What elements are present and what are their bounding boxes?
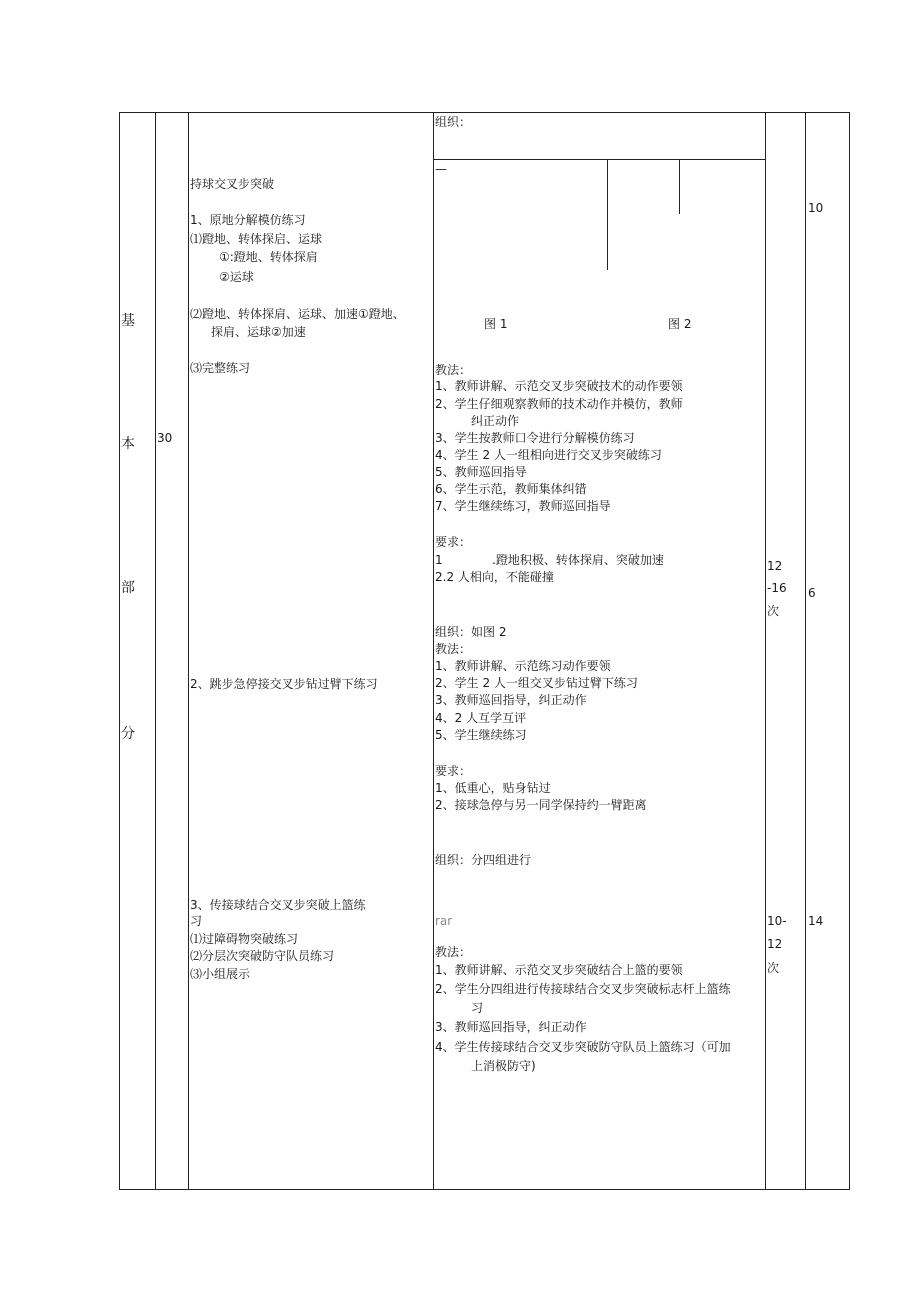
method-item: 5、教师巡回指导 (435, 465, 527, 479)
duration-value: 10 (808, 201, 824, 215)
method-item: 3、教师巡回指导，纠正动作 (435, 693, 587, 707)
diagram-line (433, 159, 765, 160)
method-item: 2、学生仔细观察教师的技术动作并模仿，教师 (435, 397, 683, 411)
duration-value: 6 (808, 586, 816, 600)
method-label: 教法： (435, 642, 472, 656)
duration-value: 14 (808, 914, 824, 928)
content-item: 习 (190, 914, 203, 928)
content-item: ⑴过障碍物突破练习 (190, 932, 299, 946)
col-divider-3 (433, 112, 434, 1190)
table-left-border (119, 112, 120, 1190)
org-label: 组织： (435, 115, 472, 129)
method-item: 1、教师讲解、示范交叉步突破结合上篮的要领 (435, 963, 683, 977)
method-item: 4、学生 2 人一组相向进行交叉步突破练习 (435, 448, 662, 462)
times-value: -16 (767, 581, 787, 595)
diagram-line (607, 159, 608, 270)
col-divider-2 (188, 112, 189, 1190)
method-item: 4、2 人互学互评 (435, 711, 527, 725)
method-item: 3、教师巡回指导，纠正动作 (435, 1020, 587, 1034)
times-value: 12 (767, 559, 783, 573)
content-item: 1、原地分解模仿练习 (190, 213, 306, 227)
content-item: ⑶完整练习 (190, 361, 251, 375)
method-item: 2、学生分四组进行传接球结合交叉步突破标志杆上篮练 (435, 982, 731, 996)
requirement-item: 2.2 人相向，不能碰撞 (435, 570, 554, 584)
method-item: 3、学生按教师口令进行分解模仿练习 (435, 431, 635, 445)
content-item: ⑴蹬地、转体探启、运球 (190, 232, 323, 246)
col-divider-4 (765, 112, 766, 1190)
figure-label: 图 1 (484, 317, 508, 331)
method-label: 教法： (435, 363, 472, 377)
content-item: ⑵分层次突破防守队员练习 (190, 949, 335, 963)
diagram-dash: — (435, 162, 447, 176)
times-value: 12 (767, 937, 783, 951)
content-item: 3、传接球结合交叉步突破上篮练 (190, 898, 366, 912)
times-value: 10- (767, 914, 787, 928)
requirement-item: .蹬地积极、转体探肩、突破加速 (492, 553, 664, 567)
section-label-char: 本 (121, 436, 135, 452)
method-label: 教法： (435, 945, 472, 959)
section-label-char: 基 (121, 313, 135, 329)
table-right-border (849, 112, 850, 1190)
col-divider-1 (155, 112, 156, 1190)
col-divider-5 (805, 112, 806, 1190)
content-item: ⑶小组展示 (190, 967, 251, 981)
content-item: ②运球 (219, 270, 254, 284)
requirement-item: 2、接球急停与另一同学保持约一臂距离 (435, 798, 647, 812)
content-item: 探肩、运球②加速 (211, 325, 306, 339)
requirement-label: 要求： (435, 764, 472, 778)
org-label: 组织：如图 2 (435, 625, 507, 639)
requirement-number: 1 (435, 553, 443, 567)
content-item: ⑵蹬地、转体探肩、运球、加速①蹬地、 (190, 307, 405, 321)
section-label-char: 分 (121, 726, 135, 742)
method-item: 上消极防守) (471, 1059, 536, 1073)
table-bottom-border (119, 1189, 850, 1190)
image-placeholder-text: rar (435, 914, 453, 928)
table-top-border (119, 112, 850, 113)
content-title: 持球交叉步突破 (190, 177, 275, 191)
org-label: 组织：分四组进行 (435, 853, 532, 867)
method-item: 纠正动作 (471, 414, 520, 428)
method-item: 1、教师讲解、示范交叉步突破技术的动作要领 (435, 379, 683, 393)
method-item: 5、学生继续练习 (435, 728, 527, 742)
method-item: 4、学生传接球结合交叉步突破防守队员上篮练习（可加 (435, 1040, 731, 1054)
times-value: 次 (767, 961, 780, 975)
method-item: 1、教师讲解、示范练习动作要领 (435, 659, 611, 673)
diagram-line (679, 159, 680, 214)
content-item: 2、跳步急停接交叉步钻过臂下练习 (190, 677, 378, 691)
method-item: 习 (471, 1001, 484, 1015)
minutes-value: 30 (157, 431, 173, 445)
requirement-item: 1、低重心，贴身钻过 (435, 781, 551, 795)
method-item: 6、学生示范，教师集体纠错 (435, 482, 587, 496)
figure-label: 图 2 (668, 317, 692, 331)
requirement-label: 要求： (435, 535, 472, 549)
method-item: 7、学生继续练习，教师巡回指导 (435, 499, 611, 513)
content-item: ①:蹬地、转体探肩 (219, 250, 318, 264)
method-item: 2、学生 2 人一组交叉步钻过臂下练习 (435, 676, 638, 690)
times-value: 次 (767, 604, 780, 618)
section-label-char: 部 (121, 580, 135, 596)
